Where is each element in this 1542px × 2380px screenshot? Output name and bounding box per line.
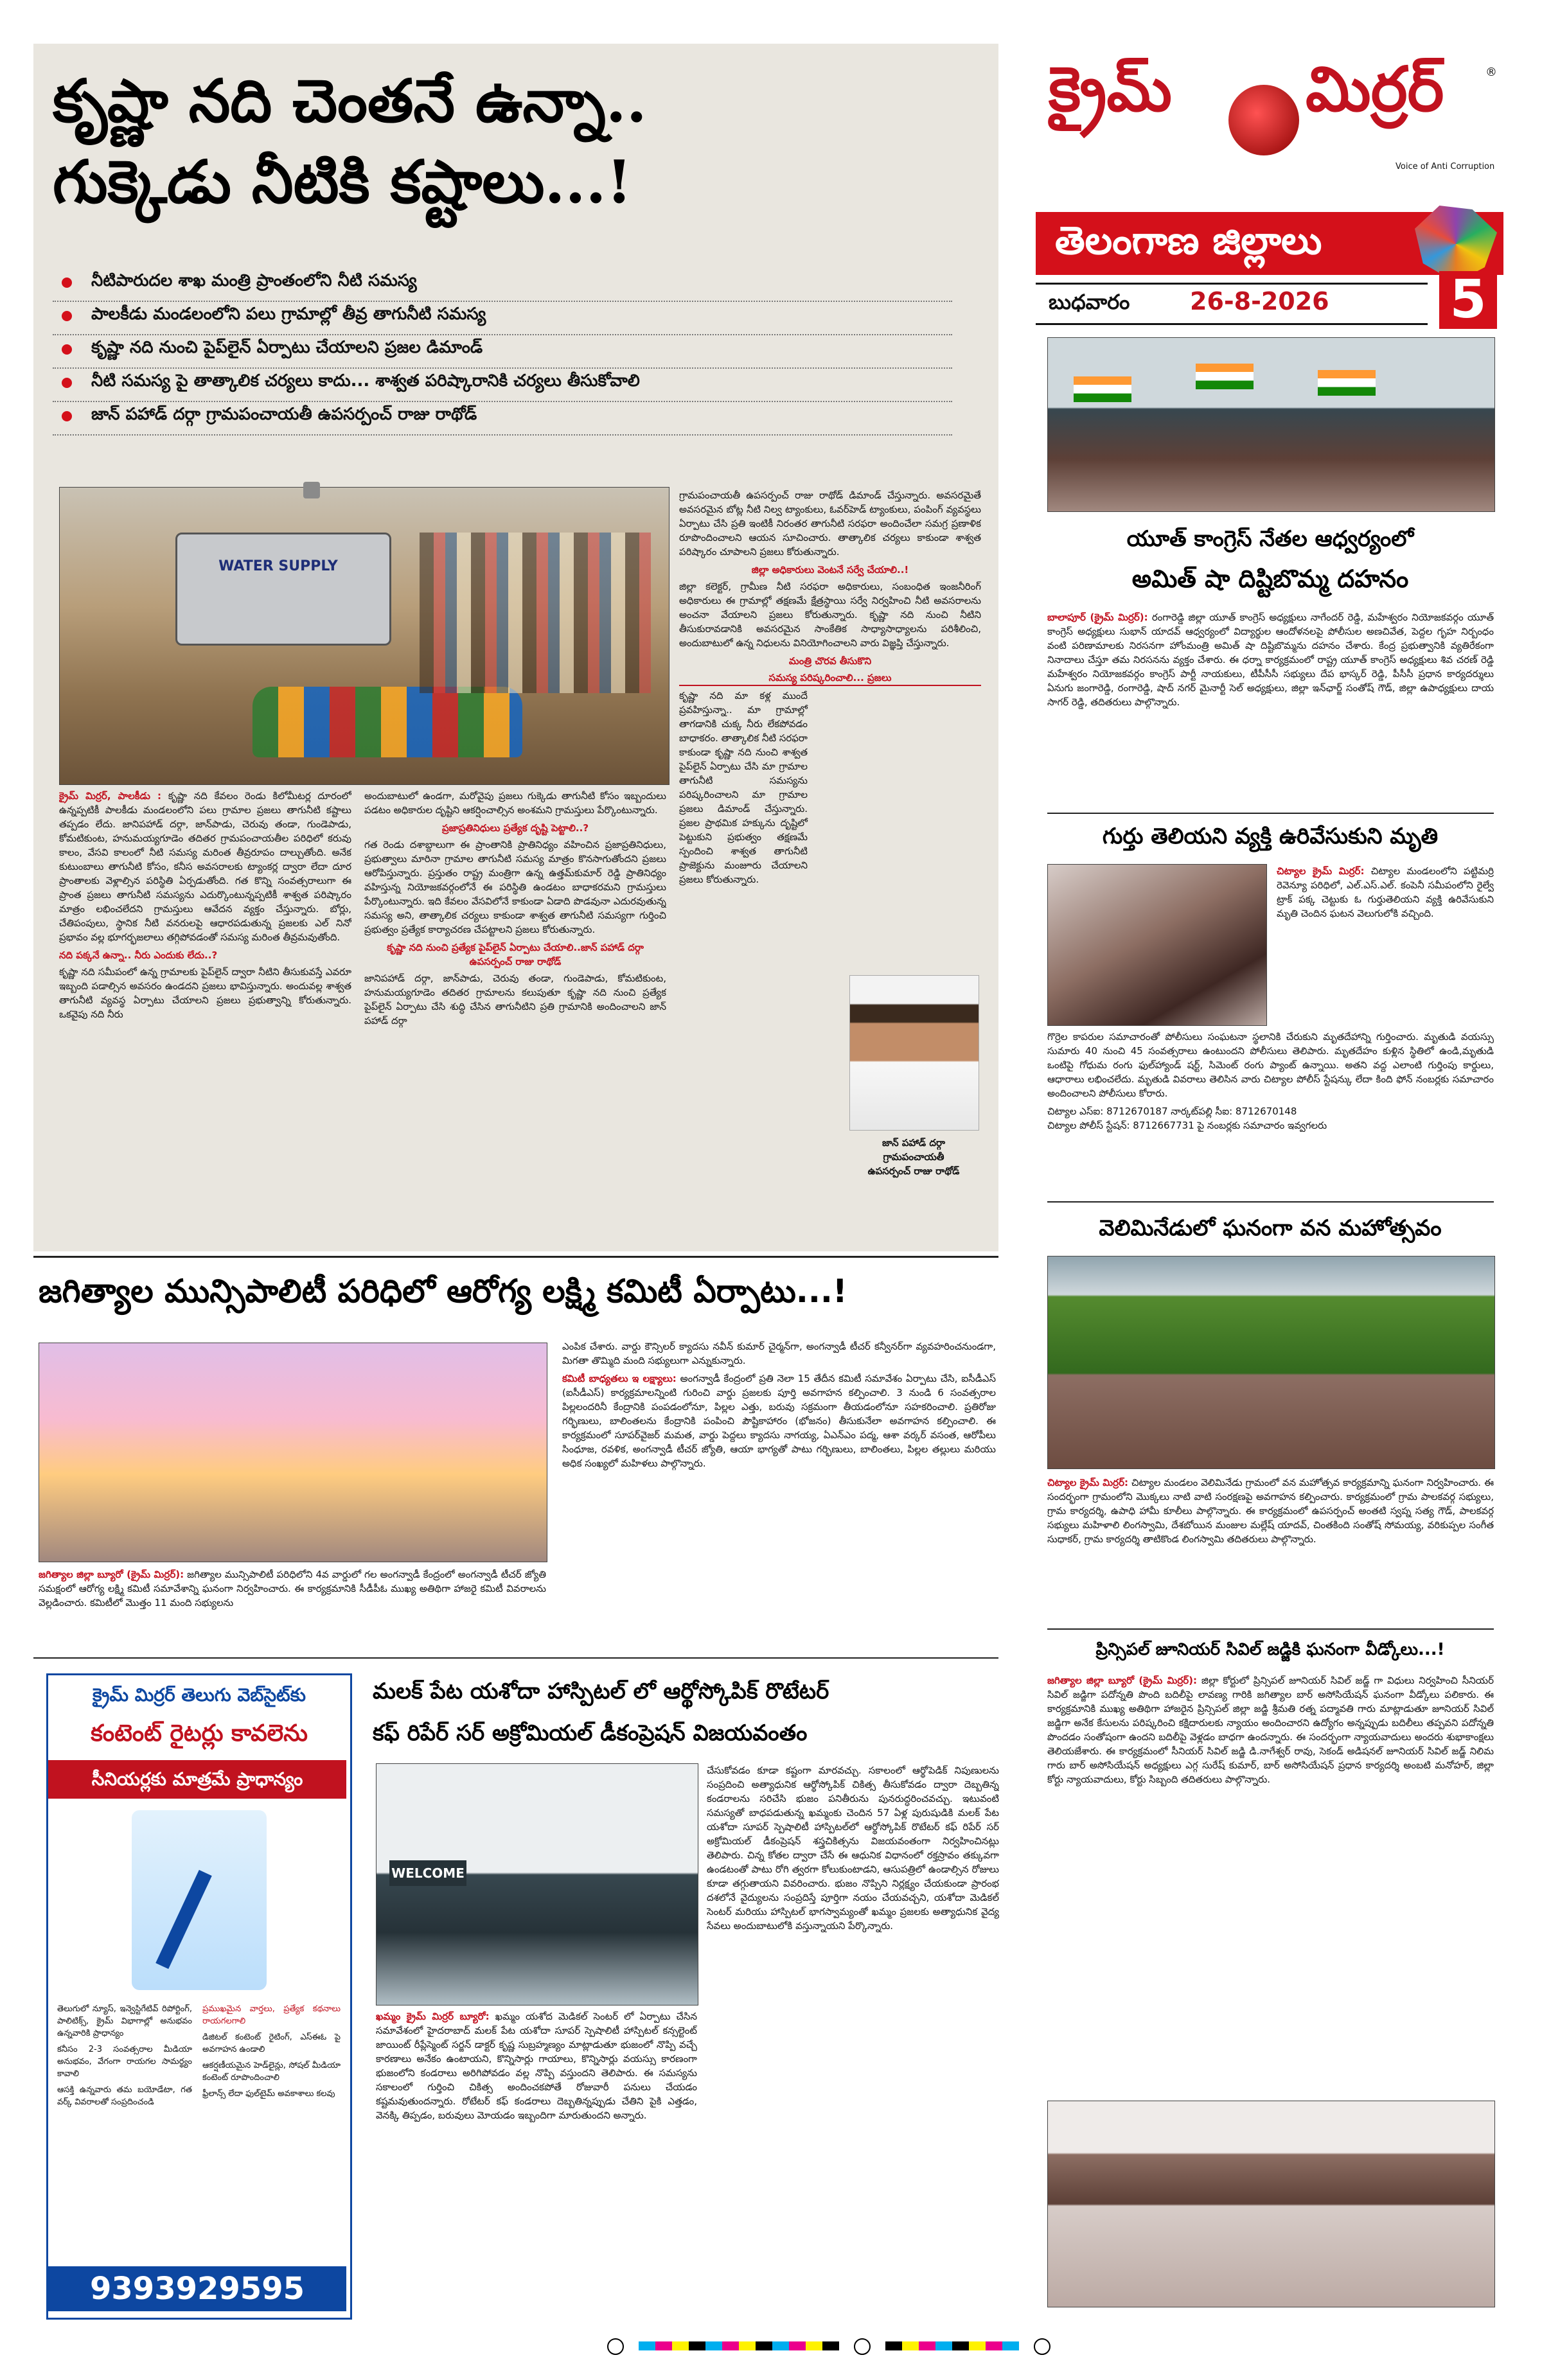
side3-body: చిట్యాల క్రైమ్ మిర్రర్: చిట్యాల మండలం వెలిమినేడు గ్రామంలో వన మహోత్సవ కార్యక్రమాన్ని ఘనంగా నిర్వహించారు. ఈ సందర్భంగా గ్రామంలోని మొక్కలు నాటి వాటి సంరక్షణపై అవగాహన కల్పించారు. కార్యక్రమంలో గ్రామ పాలకవర్గ సభ్యులు, గ్రామ కార్యదర్శి, ఉపాధి హామీ కూలీలు పాల్గొన్నారు. ఈ కార్యక్రమంలో ఉపసర్పంచ్ అంతటి స్వప్న సత్య గౌడ్, పాలకవర్గ సభ్యులు మహిళాలి లింగస్వామి, దేశబోయిన మంజుల మల్లేష్ యాదవ్, చింతకింది సంతోష్ సోమయ్య, వరికుప్పల సంగీత సుధాకర్, గ్రామ కార్యదర్శి తాటికొండ లింగస్వామి తదితరులు పాల్గొన్నారు. [1047,1477,1494,1545]
section-title: తెలంగాణ జిల్లాలు [1055,218,1322,263]
logo-title-left: క్రైమ్ [1049,53,1172,125]
death-scene-photo [1047,864,1267,1026]
lead-bullet-list [53,269,952,436]
registration-marks [347,2338,1311,2364]
hospital-event-photo [376,1763,698,2005]
masthead [1036,46,1503,329]
water-tanker-photo [59,487,669,785]
section-banner [1036,212,1503,275]
lead-subhead: సమస్య పరిష్కరించాలి... ప్రజలు [679,671,981,686]
side4-body: జగిత్యాల జిల్లా బ్యూరో (క్రైమ్ మిర్రర్): జిల్లా కోర్టులో ప్రిన్సిపల్ జూనియర్ సివిల్ జడ్జ్ గా విధులు నిర్వహించి సీనియర్ సివిల్ జడ్జిగా పదోన్నతి పొంది బదిలీపై లావణ్య గారికి జగిత్యాల బార్ అసోసియేషన్ ఘనంగా వీడ్కోలు పలికారు. ఈ కార్యక్రమానికి ముఖ్య అతిథిగా హాజరైన ప్రిన్సిపల్ జిల్లా జడ్జి శ్రీమతి రత్న పద్మావతి గారు మాట్లాడుతూ జూనియర్ సివిల్ జడ్జిగా అనేక కేసులను పరిష్కరించి కక్షిదారులకు న్యాయం అందించారని ఉద్యోగం అన్నప్పుడు బదిలీలు తప్పవని పదోన్నతి పొందడం సంతోషంగా ఉందని బదిలీపై వెళ్లడం బాధగా ఉందన్నారు. ఈ సందర్భంగా న్యాయవాదులు అందరు శుభాకాంక్షలు తెలియజేశారు. ఈ కార్యక్రమంలో సీనియర్ సివిల్ జడ్జి డి.నాగేశ్వర్ రావు, సెకండ్ అడిషనల్ జూనియర్ సివిల్ జడ్జ్ నిలిమ గారు బార్ అసోసియేషన్ అధ్యక్షులు ఎగ్గ సురేష్ కుమార్, బార్ అసోసియేషన్ ప్రధాన కార్యదర్శి అంబటి మనోహర్, జిల్లా కోర్టు న్యాయవాదులు, కోర్టు సిబ్బంది తదితరులు పాల్గొన్నారు. [1047,1675,1494,1785]
lead-right-column: గ్రామపంచాయతీ ఉపసర్పంచ్ రాజు రాథోడ్ డిమాండ్ చేస్తున్నారు. అవసరమైతే అవసరమైన బోట్ల నీటి నిల్వ ట్యాంకులు, ఓవర్‌హెడ్ ట్యాంకులు, పంపింగ్ వ్యవస్థలు ఏర్పాటు చేసి ప్రతి ఇంటికీ నిరంతర తాగునీటి సరఫరా అందించేలా సమగ్ర ప్రణాళిక రూపొందించాలని ఆయన సూచించారు. తాత్కాలిక చర్యలు కాకుండా శాశ్వత పరిష్కారం చూపాలని ప్రజలు కోరుతున్నారు. జిల్లా అధికారులు వెంటనే సర్వే చేయాలి..! జిల్లా కలెక్టర్, గ్రామీణ నీటి సరఫరా అధికారులు, సంబంధిత ఇంజనీరింగ్ అధికారులు ఈ గ్రామాల్లో తక్షణమే క్షేత్రస్థాయి సర్వే నిర్వహించి నీటి అవసరాలను అంచనా వేయాలని ప్రజలు కోరుతున్నారు. కృష్ణా నది నుంచి నీటిని తీసుకురావడానికి అవసరమైన సాంకేతిక సాధ్యాసాధ్యాలను పరిశీలించి, అందుబాటులో ఉన్న నిధులను వినియోగించాలని వారు విజ్ఞప్తి చేస్తున్నారు. మంత్రి చొరవ తీసుకొని సమస్య పరిష్కరించాలి... ప్రజలు కృష్ణా నది మా కళ్ల ముందే ప్రవహిస్తున్నా.. మా గ్రామాల్లో తాగడానికి చుక్క నీరు లేకపోవడం బాధాకరం. తాత్కాలిక నీటి సరఫరా కాకుండా కృష్ణా నది నుంచి శాశ్వత పైప్‌లైన్ ఏర్పాటు చేసి మా గ్రామాల తాగునీటి సమస్యను పరిష్కరించాలని మా గ్రామాల ప్రజలు డిమాండ్ చేస్తున్నారు. ప్రజల ప్రాథమిక హక్కును దృష్టిలో పెట్టుకుని ప్రభుత్వం తక్షణమే స్పందించి శాశ్వత తాగునీటి ప్రాజెక్టును మంజూరు చేయాలని ప్రజలు కోరుతున్నారు. [679,489,981,885]
content-writer-ad [46,1673,352,2320]
farewell-photo [1047,2101,1495,2307]
side2-body-2: గొర్రెల కాపరుల సమాచారంతో పోలీసులు సంఘటనా స్థలానికి చేరుకుని మృతదేహాన్ని గుర్తించారు. మృతుడి వయస్సు సుమారు 40 నుంచి 45 సంవత్సరాలు ఉంటుందని పోలీసులు తెలిపారు. మృతదేహం కుళ్లిన స్థితిలో ఉండి,మృతుడి ఒంటిపై గోధుమ రంగు ఫుల్‌హ్యాండ్ షర్ట్, సిమెంట్ రంగు ప్యాంట్ ఉన్నాయి. అతని వద్ద ఎలాంటి గుర్తింపు కార్డులు, ఆధారాలు లభించలేదు. మృతుడి వివరాలు తెలిసిన వారు చిట్యాల పోలీస్ స్టేషన్కు లేదా కింది ఫోన్ నంబర్లకు సమాచారం అందించాలని పోలీసులు కోరారు. చిట్యాల ఎస్ఐ: 8712670187 నార్కట్‌పల్లి సీఐ: 8712670148 చిట్యాల పోలీస్ స్టేషన్: 8712667731 పై నంబర్లకు సమాచారం ఇవ్వగలరు [1047,1031,1494,1131]
lead-subhead: జిల్లా అధికారులు వెంటనే సర్వే చేయాలి..! [751,564,909,576]
lead-subhead: కృష్ణా నది నుంచి ప్రత్యేక పైప్‌లైన్ ఏర్పాటు చేయాలి..జాన్ పహాడ్ దర్గా ఉపసర్పంచ్ రాజు రాథోడ్ [387,942,644,967]
hosp-right-body: చేసుకోవడం కూడా కష్టంగా మారవచ్చు. సకాలంలో ఆర్థోపెడిక్ నిపుణులను సంప్రదించి అత్యాధునిక ఆర్థోస్కోపిక్ చికిత్స తీసుకోవడం ద్వారా దెబ్బతిన్న కండరాలను సరిచేసి భుజం పనితీరును పునరుద్ధరించవచ్చు. ఇటువంటి సమస్యతో బాధపడుతున్న ఖమ్మంకు చెందిన 57 ఏళ్ల పురుషుడికి మలక్ పేట యశోదా సూపర్ స్పెషాలిటీ హాస్పిటల్‌లో ఆర్థోస్కోపిక్ రొటేటర్ కఫ్ రిపేర్ సర్ అక్రోమియల్ డీకంప్రెషన్ శస్త్రచికిత్సను విజయవంతంగా నిర్వహించినట్లు తెలిపారు. చిన్న కోతల ద్వారా చేసే ఈ ఆధునిక విధానంలో రక్తస్రావం తక్కువగా ఉండటంతో పాటు రోగి త్వరగా కోలుకుంటాడని, ఆసుపత్రిలో ఉండాల్సిన రోజులు కూడా తగ్గుతాయని వివరించారు. భుజం నొప్పిని నిర్లక్ష్యం చేయకుండా ప్రారంభ దశలోనే వైద్యులను సంప్రదిస్తే పూర్తిగా నయం చేయవచ్చని, యశోదా మెడికల్ సెంటర్ మరియు హాస్పిటల్ భాగస్వామ్యంతో ఖమ్మం ప్రజలకు అత్యాధునిక వైద్య సేవలు అందుబాటులోకి వస్తున్నాయని పేర్కొన్నారు. [707,1765,999,1932]
tanker-sign: WATER SUPPLY [218,558,338,574]
sidebar-column [1036,337,1505,2335]
lead-bullet: నీటిపారుదల శాఖ మంత్రి ప్రాంతంలోని నీటి సమస్య [53,269,952,302]
logo-title-right: మిర్రర్ [1306,53,1444,125]
side4-headline: ప్రిన్సిపల్ జూనియర్ సివిల్ జడ్జికి ఘనంగా వీడ్కోలు...! [1095,1640,1445,1659]
page-number: 5 [1439,271,1497,329]
lead-headline-1: కృష్ణా నది చెంతనే ఉన్నా.. [53,66,647,136]
lead-subhead: మంత్రి చొరవ తీసుకొని [788,655,872,667]
hosp-headline-2: కఫ్ రిపేర్ సర్ అక్రోమియల్ డీకంప్రెషన్ విజయవంతం [373,1720,808,1746]
ad-right-points: ప్రముఖమైన వార్తలు, ప్రత్యేక కథనాలు రాయగలగాలి డిజిటల్ కంటెంట్ రైటింగ్, ఎస్ఈఓ పై అవగాహన ఉండాలి ఆకర్షణీయమైన హెడ్‌లైన్లు, సోషల్ మీడియా కంటెంట్ రూపొందించాలి ఫ్రీలాన్స్ లేదా ఫుల్‌టైమ్ అవకాశాలు కలవు [202,2004,341,2099]
side1-body: బాలాపూర్ (క్రైమ్ మిర్రర్): రంగారెడ్డి జిల్లా యూత్ కాంగ్రెస్ అధ్యక్షులు నాగేందర్ రెడ్డి, మహేశ్వరం నియోజకవర్గం యూత్ కాంగ్రెస్ అధ్యక్షులు సుభాన్ యాదవ్ ఆధ్వర్యంలో విద్యార్థుల ఆందోళనలపై పోలీసుల అణచివేత, పెద్దల గృహ నిర్బంధం వంటి పరిణామాలకు నిరసనగా హోంమంత్రి అమిత్ షా దిష్టిబొమ్మను దహనం చేశారు. కేంద్ర ప్రభుత్వానికి వ్యతిరేకంగా నినాదాలు చేస్తూ తమ నిరసనను వ్యక్తం చేశారు. ఈ ధర్నా కార్యక్రమంలో రాష్ట్ర యూత్ కాంగ్రెస్ అధ్యక్షులు శివ చరణ్ రెడ్డి మహేశ్వరం నియోజకవర్గం కాంగ్రెస్ పార్టీ నాయకులు, టీపీసీసీ సభ్యులు దేప భాస్కర్ రెడ్డి, పీసీసీ ప్రధాన కార్యదర్శులు ఏనుగు జంగారెడ్డి, రంగారెడ్డి, షాద్ నగర్ మైనార్టీ సెల్ అధ్యక్షులు, జిల్లా ఇన్‌ఛార్జ్ సంతోష్ గౌడ్, జిల్లా ఉపాధ్యక్షులు దాయ సాగర్ రెడ్డి, తదితరులు పాల్గొన్నారు. [1047,612,1494,708]
portrait-caption: జాన్ పహాడ్ దర్గా గ్రామపంచాయతీ ఉపసర్పంచ్ రాజు రాథోడ్ [867,1137,960,1177]
welcome-banner: WELCOME [389,1860,466,1886]
mid-right-body: ఎంపిక చేశారు. వార్డు కౌన్సిలర్ క్యాదసు నవీన్ కుమార్ చైర్మన్‌గా, అంగన్వాడీ టీచర్ కన్వీనర్‌గా వ్యవహరించనుండగా, మిగతా తొమ్మిది మంది సభ్యులుగా ఎన్నుకున్నారు. కమిటీ బాధ్యతలు ఇ లక్ష్యాలు: అంగన్వాడీ కేంద్రంలో ప్రతి నెలా 15 తేదీన కమిటీ సమావేశం ఏర్పాటు చేసి, ఐసీడీఎస్ (ఐసీడీఎస్) కార్యక్రమాలన్నింటి గురించి వార్డు ప్రజలకు పూర్తి అవగాహన కల్పించాలి. 3 నుండి 6 సంవత్సరాల పిల్లలందరినీ కేంద్రానికి పంపడంలోనూ, పిల్లల ఎత్తు, బరువు సక్రమంగా తీయడంలోనూ సహకరించాలి. ప్రతిరోజు గర్భిణులు, బాలింతలను కేంద్రానికి పంపించి పౌష్టికాహారం (భోజనం) తీసుకునేలా అవగాహన కల్పించాలి. ఈ కార్యక్రమంలో సూపర్‌వైజర్ మమత, వార్డు పెద్దలు క్యాదసు నాగయ్య, ఏఎన్ఎం పద్మ, ఆశా వర్కర్ వసంత, ఆరోపీలు సింధూజ, రవళిక, అంగన్వాడీ టీచర్ జ్యోతి, ఆయా భాగ్యతో పాటు గర్భిణులు, బాలింతలు, పిల్లల తల్లులు మరియు అధిక సంఖ్యలో మహిళలు పాల్గొన్నారు. [562,1341,996,1469]
ad-line-3: సీనియర్లకు మాత్రమే ప్రాధాన్యం [48,1760,346,1799]
plantation-photo [1047,1256,1495,1469]
side2-headline: గుర్తు తెలియని వ్యక్తి ఉరివేసుకుని మృతి [1102,824,1439,849]
lead-story [33,44,998,1251]
lead-bullet: నీటి సమస్య పై తాత్కాలిక చర్యలు కాదు... శాశ్వత పరిష్కారానికి చర్యలు తీసుకోవాలి [53,369,952,402]
side1-headline-2: అమిత్ షా దిష్టిబొమ్మ దహనం [1131,565,1409,593]
ad-left-points: తెలుగులో న్యూస్, ఇన్వెస్టిగేటివ్ రిపోర్టింగ్, పాలిటిక్స్, క్రైమ్ విభాగాల్లో అనుభవం ఉన్నవారికి ప్రాధాన్యం కనీసం 2-3 సంవత్సరాల మీడియా అనుభవం, వేగంగా రాయగల సామర్థ్యం కావాలి ఆసక్తి ఉన్నవారు తమ బయోడేటా, గత వర్క్ వివరాలతో సంప్రదించండి [57,2004,192,2107]
lead-bullet: పాలకీడు మండలంలోని పలు గ్రామాల్లో తీవ్ర తాగునీటి సమస్య [53,302,952,335]
logo-emblem-icon [1228,85,1299,155]
writing-hand-icon [132,1810,267,1990]
logo-tagline: Voice of Anti Corruption [1396,162,1495,172]
lead-bullet: జాన్ పహాడ్ దర్గా గ్రామపంచాయతీ ఉపసర్పంచ్ రాజు రాథోడ్ [53,402,952,436]
dateline: క్రైమ్ మిర్రర్, పాలకీడు : [59,790,162,802]
mid-left-body: జగిత్యాల జిల్లా బ్యూరో (క్రైమ్ మిర్రర్): జగిత్యాల మున్సిపాలిటీ పరిధిలోని 4వ వార్డులో గల అంగన్వాడీ కేంద్రంలో అంగన్వాడీ టీచర్ జ్యోతి సమక్షంలో ఆరోగ్య లక్ష్మి కమిటీ సమావేశాన్ని ఘనంగా నిర్వహించారు. ఈ కార్యక్రమానికి సీడీపీఓ ముఖ్య అతిథిగా హాజరై కమిటీ వివరాలను వెల్లడించారు. కమిటీలో మొత్తం 11 మంది సభ్యులను [39,1569,546,1609]
hosp-headline-1: మలక్ పేట యశోదా హాస్పిటల్ లో ఆర్థోస్కోపిక్ రొటేటర్ [373,1679,829,1704]
ad-line-1: క్రైమ్ మిర్రర్ తెలుగు వెబ్‌సైట్‌కు [93,1684,306,1706]
photo-frame-mark [303,482,320,498]
lead-bullet: కృష్ణా నది నుంచి పైప్‌లైన్ ఏర్పాటు చేయాలని ప్రజల డిమాండ్ [53,335,952,369]
issue-date: 26-8-2026 [1190,287,1329,315]
lead-headline-2: గుక్కెడు నీటికి కష్టాలు...! [53,147,632,216]
mid-headline: జగిత్యాల మున్సిపాలిటీ పరిధిలో ఆరోగ్య లక్ష్మి కమిటీ ఏర్పాటు...! [39,1273,847,1310]
hosp-left-body: ఖమ్మం క్రైమ్ మిర్రర్ బ్యూరో: ఖమ్మం యశోద మెడికల్ సెంటర్ లో ఏర్పాటు చేసిన సమావేశంలో హైదరాబాద్ మలక్ పేట యశోదా సూపర్ స్పెషాలిటీ హాస్పిటల్ కన్సల్టెంట్ జాయింట్ రీప్లేస్మెంట్ సర్జన్ డాక్టర్ కృష్ణ సుబ్రహ్మణ్యం మాట్లాడుతూ భుజంలో నొప్పి వచ్చే కారణాలు అనేకం ఉంటాయని, కొన్నిసార్లు గాయాలు, కొన్నిసార్లు వయస్సు కారణంగా భుజంలోని కండరాలు అరిగిపోవడం వల్ల నొప్పి వస్తుందని తెలిపారు. ఈ సమస్యను సకాలంలో గుర్తించి చికిత్స అందించకపోతే రోజువారీ పనులు చేయడం కష్టమవుతుందన్నారు. రోటేటర్ కఫ్ కండరాలు దెబ్బతిన్నప్పుడు చేతిని పైకి ఎత్తడం, వెనక్కి తిప్పడం, బరువులు మోయడం ఇబ్బందిగా మారుతుందని అన్నారు. [376,2011,697,2121]
committee-photo [39,1343,547,1562]
portrait-photo [849,975,979,1131]
protest-photo [1047,337,1495,512]
side2-body-1: చిట్యాల క్రైమ్ మిర్రర్: చిట్యాల మండలంలోని పట్టిమర్రి రెవెన్యూ పరిధిలో, ఎల్.ఎస్.ఎల్. కంపెనీ సమీపంలోని రైల్వే ట్రాక్ పక్క చెట్టుకు ఓ గుర్తుతెలియని వ్యక్తి ఉరివేసుకుని మృతి చెందిన ఘటన వెలుగులోకి వచ్చింది. [1277,865,1494,919]
side1-headline-1: యూత్ కాంగ్రెస్ నేతల ఆధ్వర్యంలో [1126,526,1414,552]
side3-headline: వెలిమినేడులో ఘనంగా వన మహోత్సవం [1099,1215,1442,1241]
lead-column-1: క్రైమ్ మిర్రర్, పాలకీడు : కృష్ణా నది కేవలం రెండు కిలోమీటర్ల దూరంలో ఉన్నప్పటికీ పాలకీడు మండలంలోని పలు గ్రామాల ప్రజలు తాగునీటి కష్టాలు తప్పడం లేదు. జానిపహాడ్ దర్గా, జాన్‌పాడు, చెరువు తండా, గుండెపాడు, కోమటికుంట, హనుమయ్యగూడెం తదితర గ్రామపంచాయతీల పరిధిలో కరువు కాలం, వేసవి కాలంలో నీటి సమస్య మరింత తీవ్రరూపం దాల్చుతోంది. అనేక కుటుంబాలు తాగునీటి కోసం, కనీస అవసరాలకు ట్యాంకర్ల ద్వారా లేదా దూర ప్రాంతాలకు వెళ్లాల్సిన పరిస్థితి ఏర్పడుతోంది. గత కొన్ని సంవత్సరాలుగా ఈ ప్రాంత ప్రజలు తాగునీటి సమస్యను ఎదుర్కొంటున్నప్పటికీ శాశ్వత పరిష్కారం మాత్రం లభించలేదని గ్రామస్తులు ఆవేదన వ్యక్తం చేస్తున్నారు. బోర్లు, చేతిపంపులు, స్థానిక నీటి వనరులపై ఆధారపడుతున్న ప్రజలకు ఎల్ నినో ప్రభావం వల్ల భూగర్భజలాలు తగ్గిపోవడంతో సమస్య మరింత తీవ్రమవుతోంది. నది పక్కనే ఉన్నా.. నీరు ఎందుకు లేదు..? కృష్ణా నది సమీపంలో ఉన్న గ్రామాలకు పైప్‌లైన్ ద్వారా నీటిని తీసుకువస్తే ఎవరూ ఇబ్బంది పడాల్సిన అవసరం ఉండదని ప్రజలు భావిస్తున్నారు. అందువల్ల శాశ్వత తాగునీటి వ్యవస్థ ఏర్పాటు చేయాలని ప్రజలు ప్రభుత్వాన్ని కోరుతున్నారు. ఒకవైపు నది నీరు [59,790,351,1020]
date-strip [1036,283,1428,325]
registered-mark: ® [1485,66,1497,79]
lead-subhead: నది పక్కనే ఉన్నా.. నీరు ఎందుకు లేదు..? [59,949,218,961]
ad-line-2: కంటెంట్ రైటర్లు కావలెను [91,1720,308,1747]
lead-subhead: ప్రజాప్రతినిధులు ప్రత్యేక దృష్టి పెట్టాలి..? [441,822,589,834]
lead-column-2: అందుబాటులో ఉండగా, మరోవైపు ప్రజలు గుక్కెడు తాగునీటి కోసం ఇబ్బందులు పడటం అధికారుల దృష్టిని ఆకర్షించాల్సిన అంశమని గ్రామస్తులు పేర్కొంటున్నారు. ప్రజాప్రతినిధులు ప్రత్యేక దృష్టి పెట్టాలి..? గత రెండు దశాబ్దాలుగా ఈ ప్రాంతానికి ప్రాతినిధ్యం వహించిన ప్రజాప్రతినిధులు, ప్రభుత్వాలు మారినా గ్రామాల తాగునీటి సమస్య మాత్రం కొనసాగుతోందని ప్రజలు ఆరోపిస్తున్నారు. ప్రస్తుతం రాష్ట్ర మంత్రిగా ఉన్న ఉత్తమ్‌కుమార్ రెడ్డి ప్రాతినిధ్యం వహిస్తున్న నియోజకవర్గంలోనే ఈ పరిస్థితి ఉండటం బాధాకరమని గ్రామస్తులు పేర్కొంటున్నారు. ఇది కేవలం వేసవిలోనే కాకుండా ఏడాది పొడవునా ఎదురవుతున్న సమస్య అని, తాత్కాలిక చర్యలు కాకుండా శాశ్వత తాగునీటి సమస్యగా గుర్తించి ప్రభుత్వం ప్రత్యేక కార్యాచరణ చేపట్టాలని ప్రజలు కోరుతున్నారు. కృష్ణా నది నుంచి ప్రత్యేక పైప్‌లైన్ ఏర్పాటు చేయాలి..జాన్ పహాడ్ దర్గా ఉపసర్పంచ్ రాజు రాథోడ్ జానిపహాడ్ దర్గా, జాన్‌పాడు, చెరువు తండా, గుండెపాడు, కోమటికుంట, హనుమయ్యగూడెం తదితర గ్రామాలను కలుపుతూ కృష్ణా నది నుంచి ప్రత్యేక పైప్‌లైన్ ఏర్పాటు చేసి శుద్ధి చేసిన తాగునీటిని ప్రతి గ్రామానికి అందించాలని జాన్ పహాడ్ దర్గా [364,790,666,1027]
masthead-logo [1036,46,1503,181]
ad-phone[interactable]: 9393929595 [48,2266,346,2311]
weekday: బుధవారం [1049,290,1130,314]
